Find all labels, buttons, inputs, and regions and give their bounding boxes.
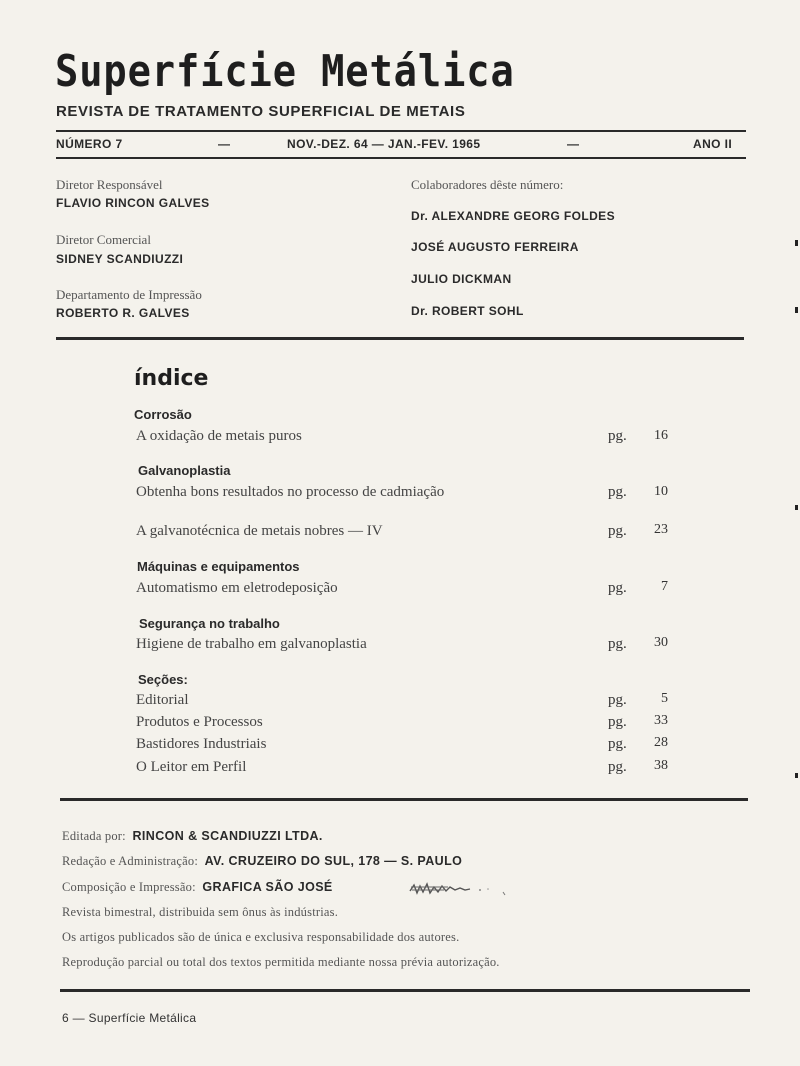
issue-info-row: [56, 137, 746, 153]
edge-mark: [795, 505, 798, 510]
index-entry-title: Automatismo em eletrodeposição: [136, 580, 338, 596]
imprint-disclaimer: Os artigos publicados são de única e exclusiva responsabilidade dos autores.: [62, 930, 460, 944]
issue-number: NÚMERO 7: [56, 137, 123, 151]
collaborator-name: Dr. ALEXANDRE GEORG FOLDES: [411, 209, 615, 223]
index-section-heading: Segurança no trabalho: [139, 616, 280, 631]
index-entry-page: 28: [654, 735, 668, 750]
magazine-title: Superfície Metálica: [55, 46, 515, 97]
index-entry-pg-label: pg.: [608, 636, 627, 652]
index-entry-page: 38: [654, 758, 668, 773]
header-rule-top: [56, 130, 746, 132]
imprint-value: AV. CRUZEIRO DO SUL, 178 — S. PAULO: [204, 854, 463, 868]
index-entry-page: 5: [661, 691, 668, 706]
issue-dash-2: —: [567, 137, 580, 151]
issue-dash-1: —: [218, 137, 231, 151]
edge-mark: [795, 307, 798, 313]
staff-role: Diretor Responsável: [56, 177, 163, 192]
index-entry-pg-label: pg.: [608, 428, 627, 444]
index-entry-title: Produtos e Processos: [136, 714, 263, 730]
staff-role: Departamento de Impressão: [56, 287, 202, 302]
staff-rule: [56, 337, 744, 340]
index-entry-pg-label: pg.: [608, 736, 627, 752]
index-entry-page: 23: [654, 522, 668, 537]
index-entry-page: 10: [654, 484, 668, 499]
magazine-subtitle: REVISTA DE TRATAMENTO SUPERFICIAL DE METAIS: [56, 103, 466, 120]
index-entry-page: 7: [661, 579, 668, 594]
imprint-printer: [62, 880, 333, 895]
staff-name: ROBERTO R. GALVES: [56, 306, 190, 320]
edge-mark: [795, 773, 798, 778]
index-entry-pg-label: pg.: [608, 484, 627, 500]
imprint-distribution: Revista bimestral, distribuida sem ônus às indústrias.: [62, 905, 339, 919]
index-entry-title: O Leitor em Perfil: [136, 759, 247, 775]
imprint-value: RINCON & SCANDIUZZI LTDA.: [132, 829, 323, 843]
index-entry-pg-label: pg.: [608, 714, 627, 730]
staff-role: Diretor Comercial: [56, 232, 151, 247]
ink-smudge-mark: [408, 881, 508, 897]
issue-dates: NOV.-DEZ. 64 — JAN.-FEV. 1965: [287, 137, 481, 151]
index-entry-title: Higiene de trabalho em galvanoplastia: [136, 636, 367, 652]
index-entry-pg-label: pg.: [608, 759, 627, 775]
collaborator-name: Dr. ROBERT SOHL: [411, 304, 524, 318]
index-entry-page: 33: [654, 713, 668, 728]
index-section-heading: Seções:: [138, 672, 188, 687]
imprint-address: [62, 854, 462, 869]
index-entry-title: A galvanotécnica de metais nobres — IV: [136, 523, 383, 539]
index-entry-title: Obtenha bons resultados no processo de cadmiação: [136, 484, 445, 500]
index-entry-page: 16: [654, 428, 668, 443]
footer-rule: [60, 989, 750, 992]
edge-mark: [795, 240, 798, 246]
page-folio: 6 — Superfície Metálica: [62, 1011, 197, 1025]
imprint-editor: [62, 829, 323, 844]
imprint-label: Editada por:: [62, 829, 126, 843]
imprint-reproduction: Reprodução parcial ou total dos textos permitida mediante nossa prévia autorização.: [62, 955, 500, 969]
imprint-value: GRAFICA SÃO JOSÉ: [202, 880, 333, 894]
index-entry-pg-label: pg.: [608, 580, 627, 596]
index-entry-page: 30: [654, 635, 668, 650]
staff-name: FLAVIO RINCON GALVES: [56, 196, 210, 210]
imprint-label: Composição e Impressão:: [62, 880, 196, 894]
index-entry-title: Editorial: [136, 692, 189, 708]
index-section-heading: Galvanoplastia: [138, 463, 231, 478]
collaborator-name: JULIO DICKMAN: [411, 272, 512, 286]
index-entry-title: Bastidores Industriais: [136, 736, 267, 752]
index-entry-pg-label: pg.: [608, 523, 627, 539]
index-title: índice: [134, 366, 209, 391]
index-entry-pg-label: pg.: [608, 692, 627, 708]
staff-name: SIDNEY SCANDIUZZI: [56, 252, 184, 266]
collaborators-label: Colaboradores dêste número:: [411, 177, 564, 192]
header-rule-bottom: [56, 157, 746, 159]
index-section-heading: Corrosão: [134, 407, 192, 422]
index-rule: [60, 798, 748, 801]
imprint-label: Redação e Administração:: [62, 854, 199, 868]
issue-year: ANO II: [693, 137, 733, 151]
collaborator-name: JOSÉ AUGUSTO FERREIRA: [411, 240, 579, 254]
index-entry-title: A oxidação de metais puros: [136, 428, 302, 444]
index-section-heading: Máquinas e equipamentos: [137, 559, 300, 574]
